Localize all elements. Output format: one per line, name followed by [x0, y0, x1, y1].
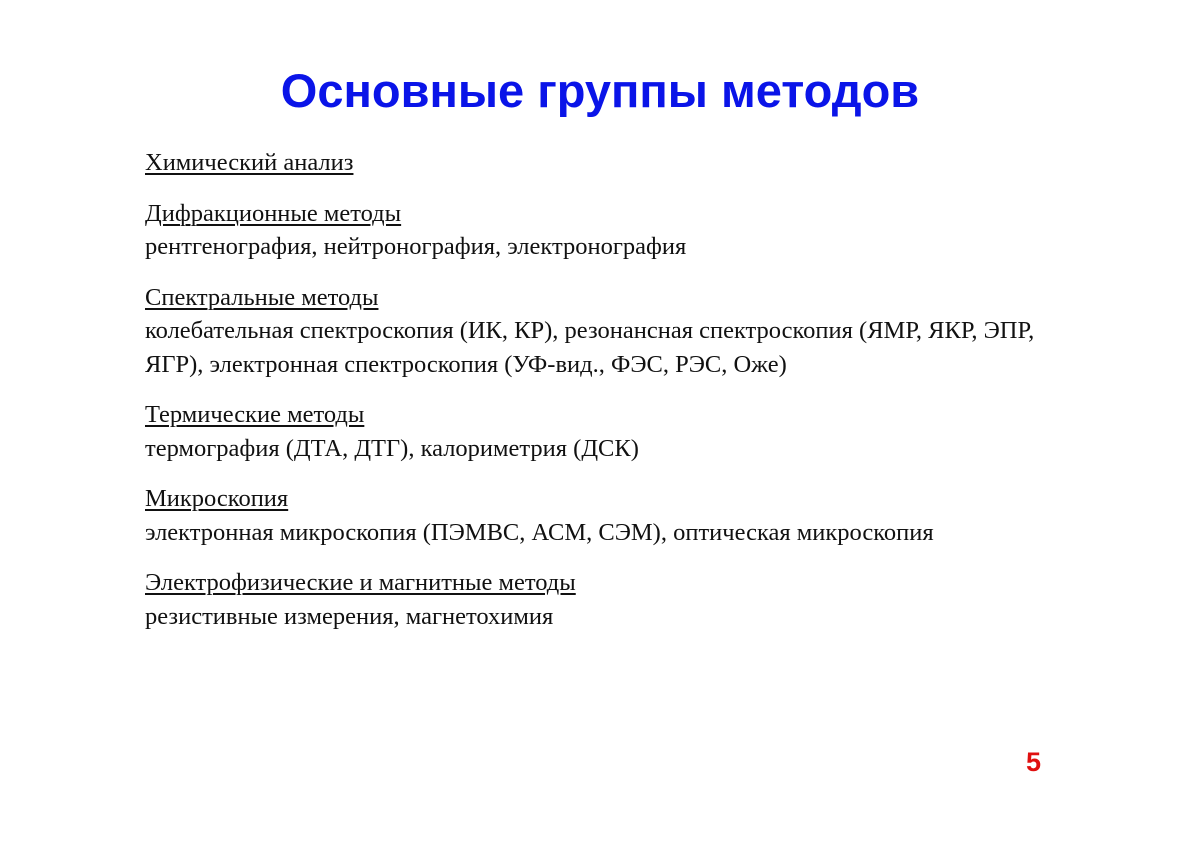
section-heading: Дифракционные методы: [145, 199, 402, 227]
section-heading: Электрофизические и магнитные методы: [145, 569, 576, 596]
section-microscopy: [145, 482, 1065, 549]
slide-title: Основные группы методов: [280, 64, 920, 117]
section-heading: Химический анализ: [145, 149, 354, 176]
section-heading: Термические методы: [145, 401, 365, 428]
section-body: электронная микроскопия (ПЭМВС, АСМ, СЭМ), оптическая микроскопия: [145, 518, 934, 546]
section-heading: Микроскопия: [145, 485, 289, 512]
section-thermal-methods: [145, 398, 1065, 465]
section-chemical-analysis: [145, 146, 1065, 180]
section-body: резистивные измерения, магнетохимия: [145, 602, 554, 630]
section-body: термография (ДТА, ДТГ), калориметрия (ДСК): [145, 434, 639, 462]
section-body: колебательная спектроскопия (ИК, КР), резонансная спектроскопия (ЯМР, ЯКР, ЭПР, ЯГР), электронная спектроскопия (УФ-вид., ФЭС, РЭС, Оже): [145, 317, 1035, 378]
page-number: 5: [1026, 747, 1042, 777]
methods-list: [145, 146, 1065, 650]
section-diffraction-methods: [145, 197, 1065, 264]
section-heading: Спектральные методы: [145, 283, 379, 311]
section-body: рентгенография, нейтронография, электронография: [145, 233, 687, 260]
section-spectral-methods: [145, 281, 1065, 382]
section-electrophysical-magnetic-methods: [145, 566, 1065, 633]
